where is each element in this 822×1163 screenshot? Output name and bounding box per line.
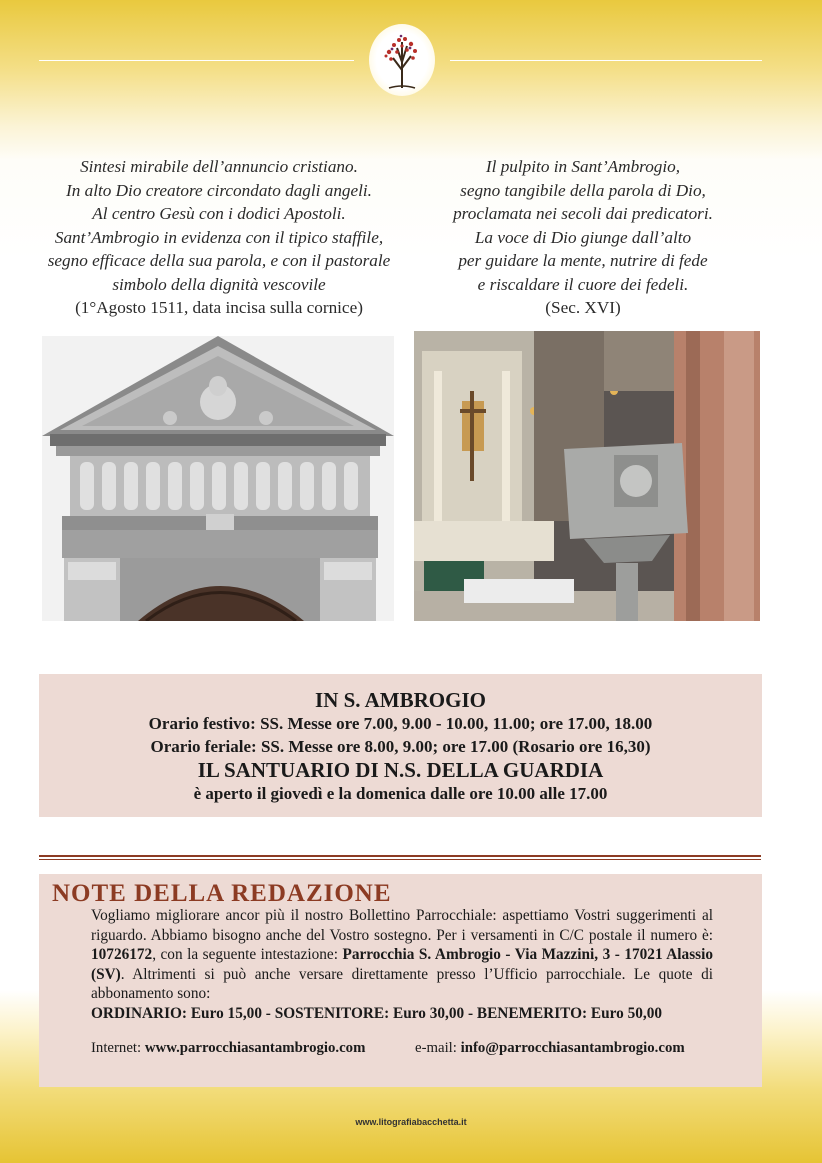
- contact-line: [91, 1040, 713, 1057]
- caption-line: Sintesi mirabile dell’annuncio cristiano.: [80, 157, 358, 176]
- divider-top: [39, 855, 761, 857]
- account-number: 10726172: [91, 946, 153, 963]
- tree-icon: [377, 30, 427, 90]
- orari-title: IN S. AMBROGIO: [315, 688, 486, 712]
- subscription-rates: ORDINARIO: Euro 15,00 - SOSTENITORE: Euro 30,00 - BENEMERITO: Euro 50,00: [91, 1004, 663, 1022]
- caption-line: proclamata nei secoli dai predicatori.: [453, 204, 713, 223]
- printer-credit: www.litografiabacchetta.it: [355, 1117, 467, 1127]
- orario-feriale: Orario feriale: SS. Messe ore 8.00, 9.00; ore 17.00 (Rosario ore 16,30): [150, 737, 651, 756]
- note-title: NOTE DELLA REDAZIONE: [52, 880, 392, 907]
- account-holder: Parrocchia S. Ambrogio - Via Mazzini, 3 - 17021 Alassio (SV): [91, 946, 714, 983]
- logo: [369, 24, 435, 96]
- caption-line: La voce di Dio giunge dall’alto: [474, 227, 692, 247]
- century-note: (Sec. XVI): [545, 298, 621, 317]
- mass-times-box: [39, 674, 762, 817]
- divider-bottom: [39, 859, 761, 860]
- orario-festivo: Orario festivo: SS. Messe ore 7.00, 9.00 - 10.00, 11.00; ore 17.00, 18.00: [148, 714, 653, 733]
- left-caption: [40, 155, 398, 320]
- caption-line: Sant’Ambrogio in evidenza con il tipico staffile,: [54, 227, 384, 247]
- note-text: . Altrimenti si può anche versare direttamente presso l’Ufficio parrocchiale. Le quote di abbonamento sono:: [91, 965, 713, 1002]
- caption-line: In alto Dio creatore circondato dagli angeli.: [66, 180, 372, 200]
- email-block: [415, 1040, 685, 1057]
- caption-line: segno efficace della sua parola, e con il pastorale: [47, 251, 391, 270]
- email-label: e-mail:: [415, 1040, 457, 1056]
- caption-line: segno tangibile della parola di Dio,: [460, 180, 706, 200]
- santuario-hours: è aperto il giovedì e la domenica dalle ore 10.00 alle 17.00: [193, 784, 608, 803]
- top-rule-right: [450, 60, 762, 61]
- santuario-title: IL SANTUARIO DI N.S. DELLA GUARDIA: [197, 758, 604, 782]
- top-rule-left: [39, 60, 354, 61]
- note-text: Vogliamo migliorare ancor più il nostro Bollettino Parrocchiale: aspettiamo Vostri suggerimenti al riguardo. Abbiamo bisogno anche del Vostro sostegno. Per i versamenti in C/C postale il numero è:: [91, 907, 713, 944]
- date-note: (1°Agosto 1511, data incisa sulla cornice): [75, 298, 363, 317]
- right-caption: [418, 155, 748, 320]
- portal-photo: [42, 336, 394, 621]
- note-text: , con la seguente intestazione:: [152, 946, 338, 963]
- caption-line: Il pulpito in Sant’Ambrogio,: [485, 157, 681, 176]
- note-body: [91, 906, 713, 1023]
- website-link[interactable]: www.parrocchiasantambrogio.com: [144, 1040, 366, 1056]
- internet-label: Internet:: [91, 1040, 142, 1056]
- caption-line: per guidare la mente, nutrire di fede: [458, 251, 708, 270]
- caption-line: Al centro Gesù con i dodici Apostoli.: [92, 204, 346, 223]
- email-link[interactable]: info@parrocchiasantambrogio.com: [460, 1040, 685, 1056]
- caption-line: simbolo della dignità vescovile: [112, 274, 326, 294]
- pulpit-photo: [414, 331, 760, 621]
- caption-line: e riscaldare il cuore dei fedeli.: [477, 274, 689, 294]
